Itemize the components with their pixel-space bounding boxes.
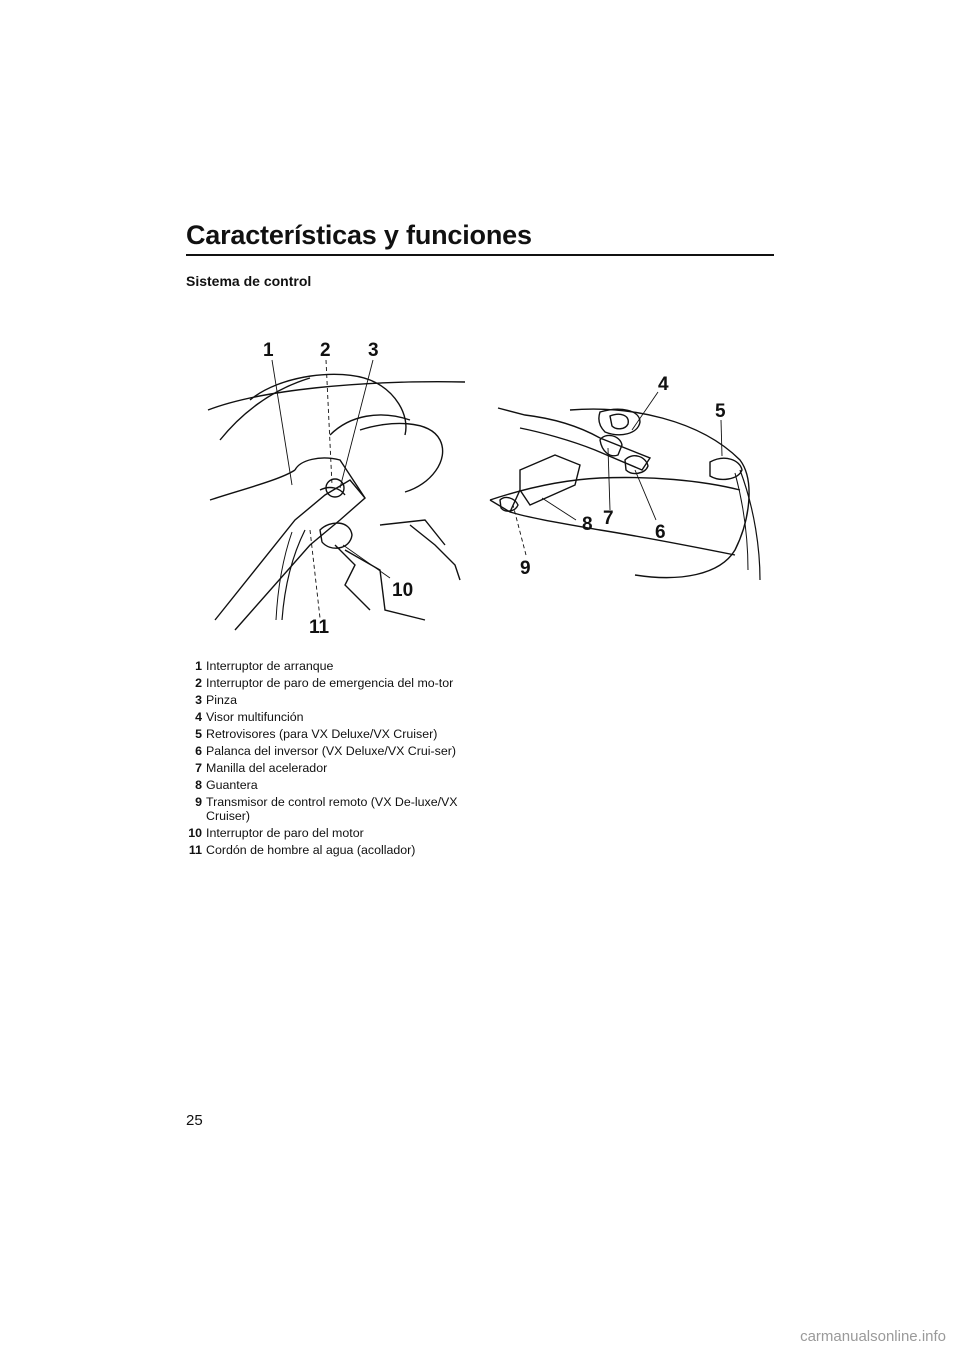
engine-stop-switch-body bbox=[320, 523, 352, 548]
legend-text: Retrovisores (para VX Deluxe/VX Cruiser) bbox=[206, 727, 438, 741]
legend-number: 1 bbox=[195, 659, 202, 673]
legend-text: Transmisor de control remoto (VX De-luxe/VX Cruiser) bbox=[206, 795, 458, 823]
callout-6: 6 bbox=[655, 522, 666, 543]
legend-number: 6 bbox=[195, 744, 202, 758]
legend-text: Palanca del inversor (VX Deluxe/VX Crui-ser) bbox=[206, 744, 456, 758]
legend-number: 5 bbox=[195, 727, 202, 741]
legend-number: 9 bbox=[195, 795, 202, 809]
legend-item bbox=[186, 659, 466, 673]
callout-3: 3 bbox=[368, 340, 379, 361]
mirror bbox=[710, 458, 742, 479]
lanyard-cord bbox=[282, 530, 305, 620]
callout-5: 5 bbox=[715, 401, 726, 422]
legend-item bbox=[186, 826, 466, 840]
handlebar-grip bbox=[215, 480, 365, 630]
callout-11: 11 bbox=[309, 617, 330, 638]
control-system-illustration bbox=[180, 320, 780, 640]
handlebar-shroud-outline bbox=[208, 382, 465, 410]
callout-1: 1 bbox=[263, 340, 274, 361]
legend-item bbox=[186, 676, 466, 690]
callout-9: 9 bbox=[520, 558, 531, 579]
callout-4: 4 bbox=[658, 374, 669, 395]
legend-number: 8 bbox=[195, 778, 202, 792]
callout-8: 8 bbox=[582, 514, 593, 535]
legend-text: Guantera bbox=[206, 778, 258, 792]
watermark-text: carmanualsonline.info bbox=[800, 1328, 946, 1345]
legend-number: 4 bbox=[195, 710, 202, 724]
callout-7: 7 bbox=[603, 508, 614, 529]
legend-text: Manilla del acelerador bbox=[206, 761, 328, 775]
legend-item bbox=[186, 843, 466, 857]
callout-2: 2 bbox=[320, 340, 331, 361]
page-number: 25 bbox=[186, 1112, 203, 1129]
title-divider bbox=[186, 254, 774, 256]
legend-item bbox=[186, 744, 466, 758]
legend-text: Interruptor de paro del motor bbox=[206, 826, 364, 840]
legend-item bbox=[186, 710, 466, 724]
legend-text: Interruptor de paro de emergencia del mo-tor bbox=[206, 676, 454, 690]
page-title: Características y funciones bbox=[186, 220, 532, 250]
legend-number: 10 bbox=[188, 826, 202, 840]
multi-function-display bbox=[599, 409, 640, 435]
legend-item bbox=[186, 693, 466, 707]
legend-number: 2 bbox=[195, 676, 202, 690]
legend-item bbox=[186, 778, 466, 792]
legend-text: Interruptor de arranque bbox=[206, 659, 334, 673]
legend-item bbox=[186, 761, 466, 775]
legend-text: Cordón de hombre al agua (acollador) bbox=[206, 843, 416, 857]
section-title: Sistema de control bbox=[186, 273, 312, 289]
callout-10: 10 bbox=[392, 580, 414, 601]
legend-number: 3 bbox=[195, 693, 202, 707]
legend-text: Visor multifunción bbox=[206, 710, 304, 724]
legend-item bbox=[186, 795, 466, 823]
legend-text: Pinza bbox=[206, 693, 237, 707]
legend-item bbox=[186, 727, 466, 741]
legend-number: 11 bbox=[188, 843, 202, 857]
figure-legend bbox=[186, 659, 466, 860]
legend-number: 7 bbox=[195, 761, 202, 775]
